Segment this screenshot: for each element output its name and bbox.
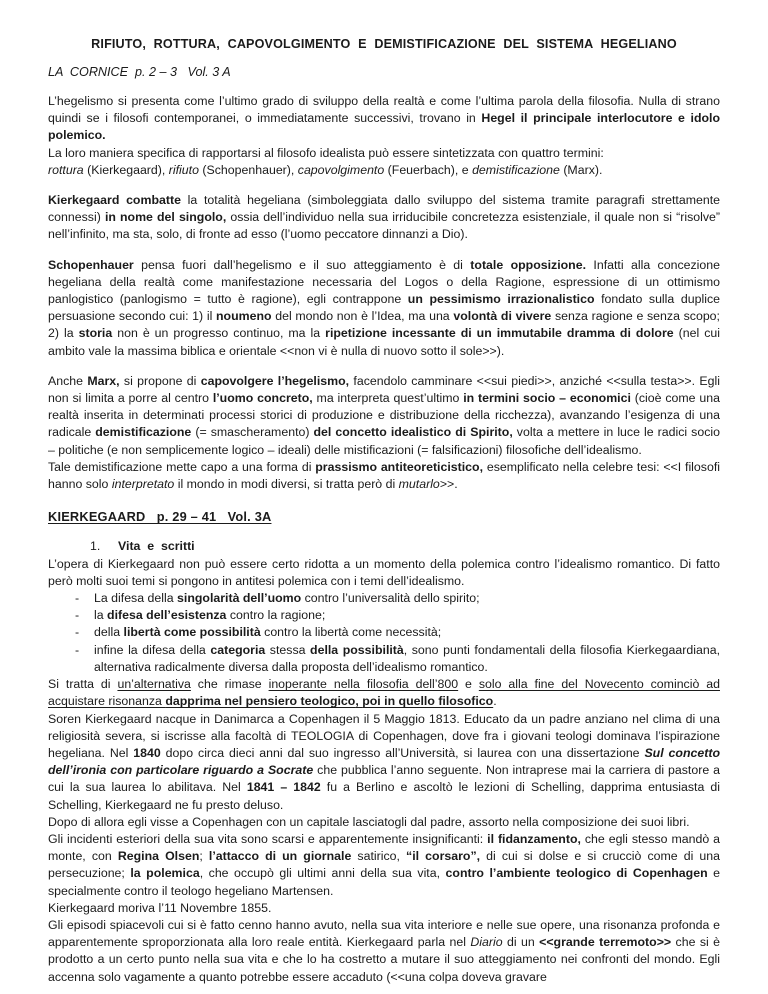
text-run: infine la difesa della (94, 642, 211, 657)
bullet-item (48, 607, 720, 624)
text-run: , sono punti fondamentali della filosofia Kierkegaardiana, alternativa radicalmente diversa dalla proposta dell’idealismo romantico. (94, 642, 721, 674)
text-run: contro l’universalità dello spirito; (301, 591, 480, 606)
text-run: di cui si dolse e si crucciò come di una persecuzione; (48, 849, 721, 881)
bullet-marker: - (75, 591, 80, 606)
text-run: Regina Olsen (117, 849, 200, 864)
text-run: facendolo camminare <<sui piedi>>, anziché <<sulla testa>>. Egli non si limita a porre al centro (48, 373, 720, 406)
bullet-item (48, 624, 720, 641)
paragraph (48, 556, 720, 590)
text-run: singolarità dell’uomo (177, 591, 302, 606)
text-run: 1840 (133, 745, 161, 760)
text-run: fondato sulla duplice persuasione secondo cui: 1) il (48, 292, 720, 324)
text-run: libertà come possibilità (123, 625, 261, 640)
text-run: Tale demistificazione mette capo a una forma di (48, 459, 316, 474)
text-run: della (94, 625, 124, 640)
text-run: demistificazione (472, 162, 560, 177)
text-run: un’alternativa (117, 677, 191, 692)
text-run: senza ragione e senza scopo; 2) la (48, 309, 720, 341)
text-run: Gli episodi spiacevoli cui si è fatto cenno hanno avuto, nella sua vita interiore e nelle sue opere, una risonanza profonda e apparentemente sproporzionata alla loro reale entità. Kierkegaard parla nel (48, 917, 720, 950)
text-run: La loro maniera specifica di rapportarsi al filosofo idealista può essere sintetizzata con quattro termini: (48, 145, 604, 160)
text-run: dopo circa dieci anni dal suo ingresso all’Università, si laurea con una dissertazione (160, 745, 645, 760)
paragraph (48, 900, 720, 917)
text-run: fu a Berlino e ascoltò le lezioni di Schelling, dapprima entusiasta di Schelling, Kierkegaard ne fu presto deluso. (48, 780, 720, 812)
document-body (48, 93, 720, 986)
section-heading (48, 508, 720, 525)
paragraph (48, 192, 720, 244)
text-run: l’uomo concreto, (212, 391, 313, 406)
bullet-item (48, 590, 720, 607)
numbered-heading (48, 538, 720, 555)
text-run: contro la libertà come necessità; (260, 625, 442, 640)
document-subtitle: LA CORNICE p. 2 – 3 Vol. 3 A (48, 65, 231, 79)
text-run: Infatti alla concezione hegeliana della realtà come manifestazione necessaria del Logos o della Ragione, espressione di un ottimismo panlogistico (panlogismo = tutto è ragione), egli contrappone (48, 257, 720, 307)
text-run: Schopenhauer (48, 257, 134, 272)
text-run: non è un progresso continuo, ma la (112, 326, 326, 341)
text-run: (Marx). (559, 162, 603, 177)
text-run: del mondo non è l’Idea, ma una (271, 309, 454, 324)
text-run: un pessimismo irrazionalistico (407, 292, 595, 307)
text-run: (Feuerbach), e (384, 162, 473, 177)
text-run: si propone di (119, 373, 201, 388)
text-run: . (493, 694, 497, 709)
text-run: dapprima nel pensiero teologico (165, 694, 356, 709)
text-run: “il corsaro”, (406, 849, 481, 864)
text-run: Hegel il principale interlocutore e idolo polemico. (48, 111, 720, 143)
list-number: 1. (90, 539, 101, 554)
text-run: del concetto idealistico di Spirito, (313, 425, 513, 440)
text-run: (cioè come una realtà inserita in determinati processi storici di produzione e distribuzione della ricchezza), avanzando l’esigenza di una radicale (48, 391, 720, 440)
bullet-item (48, 642, 720, 676)
paragraph (48, 917, 720, 986)
text-run: totale opposizione. (470, 257, 587, 272)
paragraph (48, 676, 720, 710)
text-run: Anche (48, 373, 88, 388)
text-run: , (355, 694, 363, 709)
text-run: Kierkegaard combatte (48, 193, 181, 208)
text-run: poi in quello filosofico (362, 694, 494, 709)
paragraph (48, 814, 720, 831)
text-run: Diario (470, 935, 503, 950)
text-run: capovolgimento (297, 162, 385, 177)
bullet-marker: - (75, 642, 80, 657)
text-run: KIERKEGAARD p. 29 – 41 Vol. 3A (48, 509, 272, 525)
bullet-marker: - (75, 608, 80, 623)
text-run: (Schopenhauer), (198, 162, 298, 177)
text-run: Marx, (87, 373, 120, 388)
text-run: di un (502, 935, 540, 950)
text-run: , che occupò gli ultimi anni della sua vita, (199, 866, 446, 881)
paragraph (48, 257, 720, 360)
text-run: prassismo antiteoreticistico, (315, 459, 484, 474)
text-run: che egli stesso mandò a monte, con (48, 831, 720, 864)
text-run: satirico, (351, 849, 407, 864)
text-run: inoperante nella filosofia dell’800 (268, 677, 459, 692)
text-run: stessa (265, 642, 311, 657)
text-run: capovolgere l’hegelismo, (200, 373, 350, 388)
text-run: pensa fuori dall’hegelismo e il suo atteggiamento è di (133, 257, 471, 272)
text-run: ossia dell’individuo nella sua irriducibile concretezza esistenziale, il quale non si “risolve” nell’infinito, ma sta, solo, di fronte ad esso (l’uomo peccatore dinnanzi a Dio). (48, 210, 721, 242)
text-run: la polemica (130, 866, 200, 881)
text-run: la (94, 608, 108, 623)
text-run: 1841 – 1842 (246, 780, 321, 795)
text-run: rottura (48, 162, 84, 177)
text-run: volontà di vivere (453, 309, 552, 324)
text-run: ripetizione incessante di un immutabile dramma di dolore (325, 326, 674, 341)
text-run: categoria (210, 642, 266, 657)
text-run: contro l’ambiente teologico di Copenhagen (445, 866, 708, 881)
text-run: contro la ragione; (226, 608, 326, 623)
paragraph (48, 459, 720, 493)
bullet-marker: - (75, 625, 80, 640)
paragraph (48, 831, 720, 900)
paragraph (48, 711, 720, 814)
text-run: che pubblica l’anno seguente. Non intraprese mai la carriera di pastore a cui la sua laurea lo abilitava. Nel (48, 763, 720, 795)
paragraph (48, 162, 720, 179)
text-run: interpretato (111, 477, 175, 492)
text-run: demistificazione (95, 425, 192, 440)
text-run: il mondo in modi diversi, si tratta però di (174, 477, 399, 492)
text-run: L’hegelismo si presenta come l’ultimo grado di sviluppo della realtà e come l’ultima parola della filosofia. Nulla di strano quindi se i filosofi contemporanei, o immediatamente successivi, trovano in (48, 94, 720, 126)
paragraph (48, 145, 720, 162)
text-run: in nome del singolo, (104, 210, 227, 225)
text-run: esemplificato nella celebre tesi: <<I filosofi hanno solo (48, 459, 721, 492)
text-run: che rimase (190, 677, 269, 692)
paragraph (48, 373, 720, 459)
text-run: (= smascheramento) (191, 425, 314, 440)
document-title: RIFIUTO, ROTTURA, CAPOVOLGIMENTO E DEMISTIFICAZIONE DEL SISTEMA HEGELIANO (91, 37, 677, 51)
text-run: rifiuto (168, 162, 199, 177)
text-run: noumeno (216, 309, 272, 324)
text-run: Si tratta di (48, 677, 118, 692)
text-run: <<grande terremoto>> (539, 935, 672, 950)
text-run: della possibilità (310, 642, 404, 657)
text-run: ma interpreta quest’ultimo (312, 391, 464, 406)
text-run: Soren Kierkegaard nacque in Danimarca a Copenhagen il 5 Maggio 1813. Educato da un padre anziano nel clima di una religiosità severa, si iscrisse alla facoltà di TEOLOGIA di Copenhagen, dove fra i giovani teologi dominava l’ispirazione hegeliana. Nel (48, 711, 720, 760)
text-run: ; (199, 849, 209, 864)
text-run: in termini socio – economici (463, 391, 631, 406)
text-run: la totalità hegeliana (simboleggiata dallo sviluppo del sistema tramite paragrafi strettamente connessi) (48, 193, 720, 225)
text-run: (Kierkegaard), (83, 162, 169, 177)
text-run: >>. (439, 477, 458, 492)
paragraph (48, 93, 720, 145)
text-run: storia (78, 326, 113, 341)
text-run: Dopo di allora egli visse a Copenhagen con un capitale lasciatogli dal padre, assorto nella composizione dei suoi libri. (48, 814, 690, 829)
text-run: La difesa della (94, 591, 178, 606)
text-run: difesa dell’esistenza (107, 608, 227, 623)
text-run: Kierkegaard moriva l’11 Novembre 1855. (48, 900, 272, 915)
text-run: il fidanzamento, (487, 831, 581, 846)
text-run: solo alla fine del Novecento cominciò ad acquistare risonanza (48, 677, 720, 709)
text-run: (nel cui ambito vale la massima biblica e orientale <<non vi è nulla di nuovo sotto il sole>>). (48, 326, 720, 358)
text-run: che si è prodotto a un certo punto nella sua vita e che lo ha costretto a mutare il suo atteggiamento nei confronti del mondo. Egli accenna solo vagamente a quanto potrebbe essere accaduto (<<una colpa doveva gravare (48, 935, 720, 984)
text-run: volta a mettere in luce le radici socio – politiche (e non semplicemente logico – ideali) delle mistificazioni (= falsificazioni) filosofiche dell’idealismo. (48, 425, 720, 457)
text-run: e specialmente contro il teologo hegeliano Martensen. (48, 866, 721, 898)
text-run: Sul concetto dell’ironia con particolare riguardo a Socrate (48, 745, 720, 778)
text-run: Vita e scritti (118, 539, 195, 554)
text-run: l’attacco di un giornale (208, 849, 352, 864)
text-run: e (458, 677, 479, 692)
text-run: mutarlo (398, 477, 440, 492)
text-run: L’opera di Kierkegaard non può essere certo ridotta a un momento della polemica contro l’idealismo romantico. Di fatto però molti suoi temi si pongono in antitesi polemica con i temi dell’idealismo. (48, 556, 720, 588)
text-run: Gli incidenti esteriori della sua vita sono scarsi e apparentemente insignificanti: (48, 831, 488, 846)
